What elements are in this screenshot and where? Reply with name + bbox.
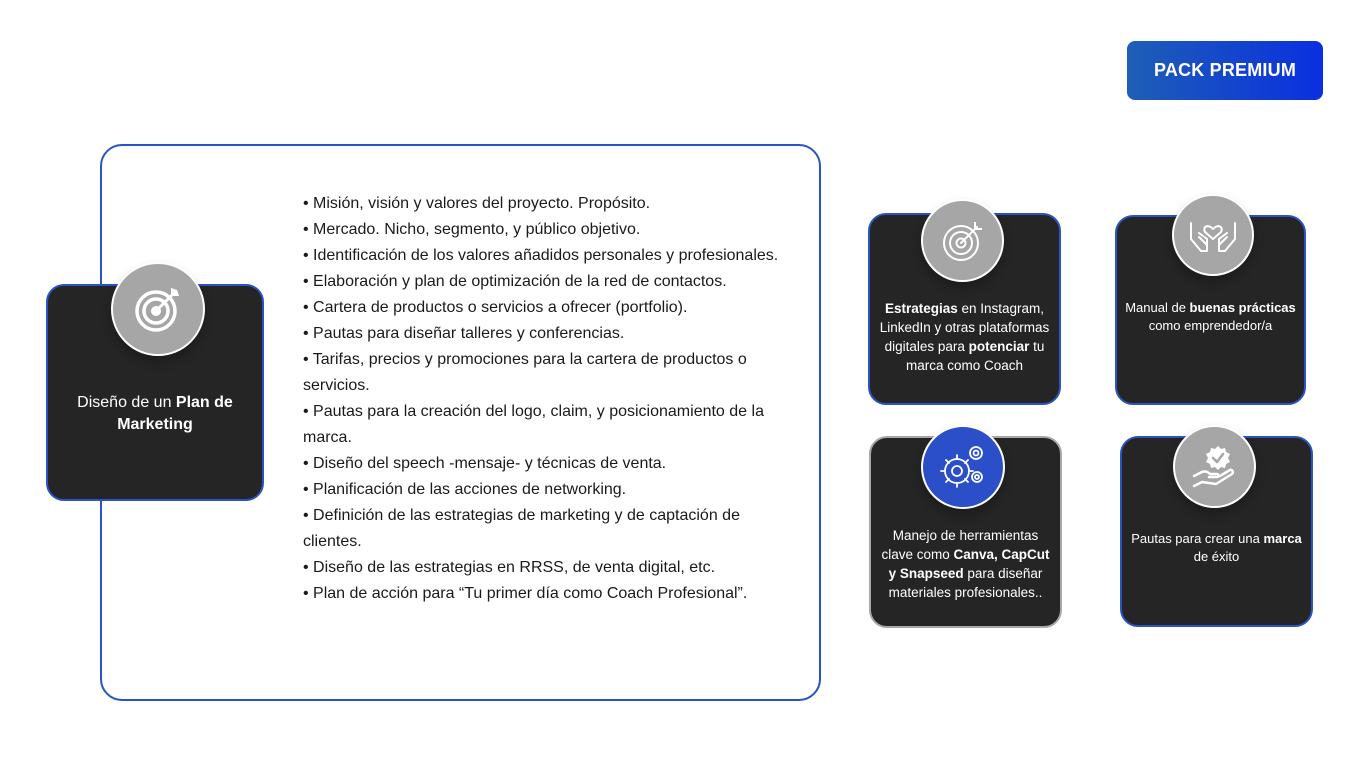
hands-heart-icon (1172, 194, 1254, 276)
strategies-text2: tu marca como Coach (905, 339, 1045, 373)
brand-text2: de éxito (1193, 549, 1240, 564)
topic-item: • Definición de las estrategias de marketing y de captación de clientes. (303, 503, 793, 555)
tools-bold1: Canva, CapCut y Snapseed (888, 547, 1050, 581)
manual-text2: como emprendedor/a (1148, 318, 1273, 333)
marketing-plan-text-before: Diseño de un (77, 394, 176, 411)
hand-badge-icon (1173, 425, 1256, 508)
pack-premium-badge: PACK PREMIUM (1127, 41, 1323, 100)
brand-text1: Pautas para crear una (1131, 531, 1264, 546)
brand-bold1: marca (1263, 531, 1302, 546)
topic-item: • Misión, visión y valores del proyecto. Propósito. (303, 191, 793, 217)
tools-text2: para diseñar materiales profesionales.. (888, 566, 1043, 600)
topic-item: • Tarifas, precios y promociones para la cartera de productos o servicios. (303, 347, 793, 399)
topic-item: • Cartera de productos o servicios a ofrecer (portfolio). (303, 295, 793, 321)
strategies-bold1: Estrategias (884, 301, 958, 316)
topic-item: • Mercado. Nicho, segmento, y público objetivo. (303, 217, 793, 243)
tools-text1: Manejo de herramientas clave como (881, 528, 1039, 562)
tools-text (879, 526, 1052, 602)
topic-item: • Pautas para la creación del logo, claim, y posicionamiento de la marca. (303, 399, 793, 451)
topic-item: • Plan de acción para “Tu primer día como Coach Profesional”. (303, 581, 793, 607)
manual-bold1: buenas prácticas (1189, 300, 1296, 315)
topic-item: • Diseño del speech -mensaje- y técnicas de venta. (303, 451, 793, 477)
manual-text1: Manual de (1125, 300, 1190, 315)
topics-list (303, 191, 793, 607)
target-icon (921, 199, 1004, 282)
topic-item: • Planificación de las acciones de networking. (303, 477, 793, 503)
gears-icon (921, 425, 1005, 509)
topic-item: • Pautas para diseñar talleres y conferencias. (303, 321, 793, 347)
topic-item: • Diseño de las estrategias en RRSS, de venta digital, etc. (303, 555, 793, 581)
strategies-text (878, 299, 1051, 375)
topic-item: • Elaboración y plan de optimización de la red de contactos. (303, 269, 793, 295)
strategies-bold2: potenciar (968, 339, 1030, 354)
manual-text (1125, 299, 1296, 335)
brand-text (1126, 530, 1307, 566)
target-icon (111, 262, 205, 356)
marketing-plan-text (56, 392, 254, 436)
topic-item: • Identificación de los valores añadidos personales y profesionales. (303, 243, 793, 269)
strategies-text1: en Instagram, LinkedIn y otras plataformas digitales para (879, 301, 1050, 354)
marketing-plan-text-bold: Plan de Marketing (117, 394, 233, 433)
